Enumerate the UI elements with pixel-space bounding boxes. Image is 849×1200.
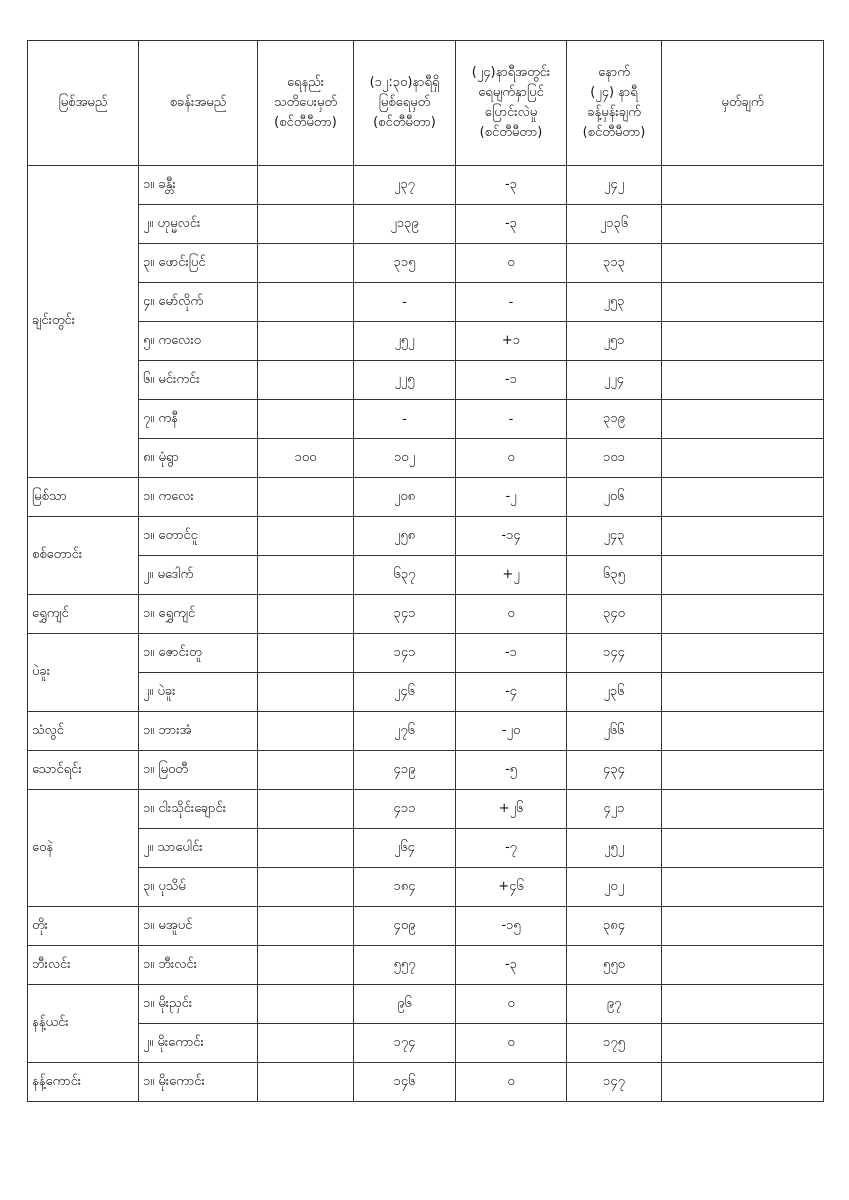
change-cell: -၃	[456, 166, 567, 205]
header-24h-change	[456, 41, 567, 166]
table-row	[28, 829, 824, 868]
remarks-cell	[662, 946, 824, 985]
change-cell: -၂	[456, 478, 567, 517]
observed-level-cell: -	[354, 400, 456, 439]
station-name-cell: ၁။ မအူပင်	[139, 907, 258, 946]
change-cell: -	[456, 400, 567, 439]
observed-level-cell: ၁၄၁	[354, 634, 456, 673]
river-name-cell: နန့်ယင်း	[28, 985, 139, 1063]
river-name-cell: ဝေနဲ	[28, 790, 139, 907]
remarks-cell	[662, 907, 824, 946]
river-name-cell: ချင်းတွင်း	[28, 166, 139, 478]
change-cell: -၂၀	[456, 712, 567, 751]
station-name-cell: ၁။ မိုးညှင်း	[139, 985, 258, 1024]
forecast-cell: ၂၂၄	[567, 361, 662, 400]
station-name-cell: ၈။ မုံရွာ	[139, 439, 258, 478]
remarks-cell	[662, 517, 824, 556]
river-name-cell: ဘီးလင်း	[28, 946, 139, 985]
station-name-cell: ၂။ သာပေါင်း	[139, 829, 258, 868]
remarks-cell	[662, 556, 824, 595]
remarks-cell	[662, 1024, 824, 1063]
remarks-cell	[662, 439, 824, 478]
station-name-cell: ၂။ မိုးကောင်း	[139, 1024, 258, 1063]
forecast-cell: ၉၇	[567, 985, 662, 1024]
change-cell: +၂	[456, 556, 567, 595]
remarks-cell	[662, 751, 824, 790]
station-name-cell: ၁။ ခန္တီး	[139, 166, 258, 205]
header-row	[28, 41, 824, 166]
river-name-cell: စစ်တောင်း	[28, 517, 139, 595]
river-level-table	[27, 40, 824, 1102]
forecast-cell: ၁၀၁	[567, 439, 662, 478]
observed-level-cell: ၃၄၁	[354, 595, 456, 634]
forecast-cell: ၂၄၂	[567, 166, 662, 205]
change-cell: +၂၆	[456, 790, 567, 829]
table-row	[28, 439, 824, 478]
header-forecast	[567, 41, 662, 166]
station-name-cell: ၂။ မဒေါက်	[139, 556, 258, 595]
danger-level-cell	[258, 322, 354, 361]
table-row	[28, 946, 824, 985]
remarks-cell	[662, 829, 824, 868]
observed-level-cell: ၃၁၅	[354, 244, 456, 283]
forecast-cell: ၂၆၆	[567, 712, 662, 751]
table-row	[28, 322, 824, 361]
change-cell: +၄၆	[456, 868, 567, 907]
observed-level-cell: ၄၁၉	[354, 751, 456, 790]
observed-level-cell: ၂၂၅	[354, 361, 456, 400]
header-observed-line: (၁၂:၃၀)နာရီရှိ	[369, 75, 440, 90]
observed-level-cell: -	[354, 283, 456, 322]
change-cell: ၀	[456, 985, 567, 1024]
observed-level-cell: ၂၀၈	[354, 478, 456, 517]
observed-level-cell: ၁၇၄	[354, 1024, 456, 1063]
danger-level-cell	[258, 361, 354, 400]
station-name-cell: ၇။ ကနီ	[139, 400, 258, 439]
forecast-cell: ၂၅၂	[567, 829, 662, 868]
header-observed-level	[354, 41, 456, 166]
danger-level-cell	[258, 673, 354, 712]
remarks-cell	[662, 478, 824, 517]
header-forecast-line: နောက်	[598, 65, 630, 80]
river-name-cell: မြစ်သာ	[28, 478, 139, 517]
remarks-cell	[662, 205, 824, 244]
header-forecast-line: ခန့်မှန်းချက်	[587, 105, 641, 120]
danger-level-cell	[258, 985, 354, 1024]
danger-level-cell	[258, 517, 354, 556]
danger-level-cell: ၁၀၀	[258, 439, 354, 478]
header-danger-line: (စင်တီမီတာ)	[274, 115, 337, 130]
remarks-cell	[662, 166, 824, 205]
change-cell: -၁	[456, 634, 567, 673]
remarks-cell	[662, 790, 824, 829]
danger-level-cell	[258, 712, 354, 751]
station-name-cell: ၃။ ဖောင်းပြင်	[139, 244, 258, 283]
remarks-cell	[662, 868, 824, 907]
remarks-cell	[662, 322, 824, 361]
station-name-cell: ၆။ မင်းကင်း	[139, 361, 258, 400]
forecast-cell: ၆၃၅	[567, 556, 662, 595]
observed-level-cell: ၆၃၇	[354, 556, 456, 595]
header-change-line: ရေမျက်နှာပြင်	[478, 85, 544, 100]
forecast-cell: ၃၁၃	[567, 244, 662, 283]
danger-level-cell	[258, 166, 354, 205]
observed-level-cell: ၄၀၉	[354, 907, 456, 946]
danger-level-cell	[258, 400, 354, 439]
table-row	[28, 205, 824, 244]
table-row	[28, 673, 824, 712]
remarks-cell	[662, 595, 824, 634]
danger-level-cell	[258, 1063, 354, 1102]
remarks-cell	[662, 283, 824, 322]
remarks-cell	[662, 1063, 824, 1102]
danger-level-cell	[258, 595, 354, 634]
header-forecast-line: (စင်တီမီတာ)	[582, 125, 646, 140]
observed-level-cell: ၂၃၇	[354, 166, 456, 205]
change-cell: ၀	[456, 244, 567, 283]
change-cell: -၇	[456, 829, 567, 868]
danger-level-cell	[258, 244, 354, 283]
observed-level-cell: ၂၆၄	[354, 829, 456, 868]
change-cell: -၁	[456, 361, 567, 400]
danger-level-cell	[258, 1024, 354, 1063]
danger-level-cell	[258, 478, 354, 517]
station-name-cell: ၄။ မော်လိုက်	[139, 283, 258, 322]
station-name-cell: ၅။ ကလေးဝ	[139, 322, 258, 361]
observed-level-cell: ၁၄၆	[354, 1063, 456, 1102]
station-name-cell: ၁။ ဇောင်းတူ	[139, 634, 258, 673]
river-name-cell: နန့်ကောင်း	[28, 1063, 139, 1102]
forecast-cell: ၁၄၄	[567, 634, 662, 673]
station-name-cell: ၁။ မိုးကောင်း	[139, 1063, 258, 1102]
table-row	[28, 361, 824, 400]
table-row	[28, 790, 824, 829]
header-observed-line: မြစ်ရေမှတ်	[378, 95, 431, 110]
forecast-cell: ၂၄၃	[567, 517, 662, 556]
station-name-cell: ၁။ ရွှေကျင်	[139, 595, 258, 634]
table-row	[28, 517, 824, 556]
danger-level-cell	[258, 283, 354, 322]
table-row	[28, 634, 824, 673]
remarks-cell	[662, 712, 824, 751]
station-name-cell: ၁။ ငါးသိုင်းချောင်း	[139, 790, 258, 829]
header-observed-line: (စင်တီမီတာ)	[373, 115, 436, 130]
table-row	[28, 985, 824, 1024]
remarks-cell	[662, 361, 824, 400]
change-cell: -	[456, 283, 567, 322]
forecast-cell: ၁၇၅	[567, 1024, 662, 1063]
header-change-line: (စင်တီမီတာ)	[479, 125, 543, 140]
table-row	[28, 244, 824, 283]
table-row	[28, 868, 824, 907]
table-row	[28, 1024, 824, 1063]
forecast-cell: ၂၃၆	[567, 673, 662, 712]
river-name-cell: သံလွင်	[28, 712, 139, 751]
danger-level-cell	[258, 751, 354, 790]
forecast-cell: ၃၄၀	[567, 595, 662, 634]
table-row	[28, 400, 824, 439]
river-name-cell: ပဲခူး	[28, 634, 139, 712]
change-cell: -၄	[456, 673, 567, 712]
observed-level-cell: ၁၀၂	[354, 439, 456, 478]
danger-level-cell	[258, 868, 354, 907]
observed-level-cell: ၂၄၆	[354, 673, 456, 712]
danger-level-cell	[258, 907, 354, 946]
table-row	[28, 478, 824, 517]
forecast-cell: ၅၅၀	[567, 946, 662, 985]
river-name-cell: တိုး	[28, 907, 139, 946]
danger-level-cell	[258, 556, 354, 595]
header-station: စခန်းအမည်	[139, 41, 258, 166]
danger-level-cell	[258, 790, 354, 829]
observed-level-cell: ၂၅၈	[354, 517, 456, 556]
remarks-cell	[662, 244, 824, 283]
danger-level-cell	[258, 829, 354, 868]
forecast-cell: ၂၅၁	[567, 322, 662, 361]
observed-level-cell: ၂၁၃၉	[354, 205, 456, 244]
forecast-cell: ၃၁၉	[567, 400, 662, 439]
header-river: မြစ်အမည်	[28, 41, 139, 166]
station-name-cell: ၁။ ဘားအံ	[139, 712, 258, 751]
forecast-cell: ၂၀၂	[567, 868, 662, 907]
change-cell: +၁	[456, 322, 567, 361]
danger-level-cell	[258, 946, 354, 985]
station-name-cell: ၁။ ဘီးလင်း	[139, 946, 258, 985]
river-name-cell: ရွှေကျင်	[28, 595, 139, 634]
forecast-cell: ၁၄၇	[567, 1063, 662, 1102]
station-name-cell: ၂။ ပဲခူး	[139, 673, 258, 712]
station-name-cell: ၂။ ဟုမ္မလင်း	[139, 205, 258, 244]
header-forecast-line: (၂၄) နာရီ	[590, 85, 638, 100]
remarks-cell	[662, 985, 824, 1024]
header-danger-line: သတိပေးမှတ်	[273, 95, 338, 110]
table-row	[28, 712, 824, 751]
observed-level-cell: ၂၇၆	[354, 712, 456, 751]
forecast-cell: ၄၂၁	[567, 790, 662, 829]
table-row	[28, 595, 824, 634]
forecast-cell: ၃၈၄	[567, 907, 662, 946]
table-row	[28, 751, 824, 790]
observed-level-cell: ၉၆	[354, 985, 456, 1024]
change-cell: -၃	[456, 946, 567, 985]
danger-level-cell	[258, 634, 354, 673]
danger-level-cell	[258, 205, 354, 244]
station-name-cell: ၁။ ကလေး	[139, 478, 258, 517]
change-cell: -၁၅	[456, 907, 567, 946]
forecast-cell: ၂၅၃	[567, 283, 662, 322]
table-row	[28, 907, 824, 946]
station-name-cell: ၁။ တောင်ငူ	[139, 517, 258, 556]
header-danger-line: ရေနည်း	[286, 75, 325, 90]
change-cell: ၀	[456, 1063, 567, 1102]
observed-level-cell: ၄၁၁	[354, 790, 456, 829]
station-name-cell: ၃။ ပုသိမ်	[139, 868, 258, 907]
table-row	[28, 166, 824, 205]
remarks-cell	[662, 673, 824, 712]
observed-level-cell: ၅၅၇	[354, 946, 456, 985]
forecast-cell: ၄၃၄	[567, 751, 662, 790]
remarks-cell	[662, 634, 824, 673]
remarks-cell	[662, 400, 824, 439]
change-cell: ၀	[456, 1024, 567, 1063]
table-row	[28, 1063, 824, 1102]
forecast-cell: ၂၀၆	[567, 478, 662, 517]
change-cell: -၁၄	[456, 517, 567, 556]
river-name-cell: သောင်ရင်း	[28, 751, 139, 790]
change-cell: -၅	[456, 751, 567, 790]
observed-level-cell: ၂၅၂	[354, 322, 456, 361]
change-cell: ၀	[456, 595, 567, 634]
station-name-cell: ၁။ မြဝတီ	[139, 751, 258, 790]
header-remarks: မှတ်ချက်	[662, 41, 824, 166]
forecast-cell: ၂၁၃၆	[567, 205, 662, 244]
header-danger-level	[258, 41, 354, 166]
observed-level-cell: ၁၈၄	[354, 868, 456, 907]
table-row	[28, 556, 824, 595]
table-body	[28, 166, 824, 1102]
table-row	[28, 283, 824, 322]
change-cell: ၀	[456, 439, 567, 478]
header-change-line: (၂၄)နာရီအတွင်း	[471, 65, 551, 80]
header-change-line: ပြောင်းလဲမှု	[484, 105, 538, 120]
change-cell: -၃	[456, 205, 567, 244]
